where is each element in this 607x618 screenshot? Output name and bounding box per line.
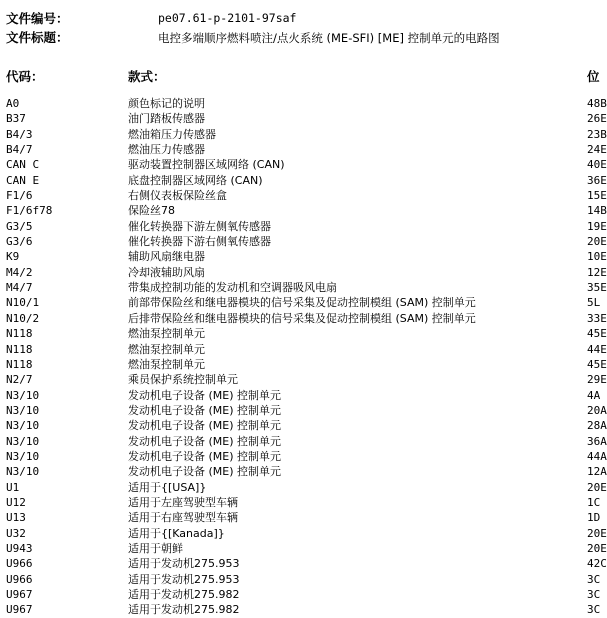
component-description: 燃油泵控制单元: [128, 357, 205, 371]
doc-title-label: 文件标题：: [6, 30, 69, 45]
table-row: [0, 480, 607, 495]
component-position: 42C: [587, 557, 607, 571]
component-position: 35E: [587, 281, 607, 295]
component-code: U1: [6, 480, 20, 494]
table-row: [0, 234, 607, 249]
component-position: 24E: [587, 143, 607, 157]
table-row: [0, 418, 607, 433]
table-row: [0, 372, 607, 387]
doc-title-row: [6, 28, 69, 46]
component-position: 20E: [587, 235, 607, 249]
component-position: 14B: [587, 204, 607, 218]
component-code: U12: [6, 495, 26, 509]
table-row: [0, 326, 607, 341]
component-code: G3/6: [6, 235, 33, 249]
component-position: 20E: [587, 526, 607, 540]
component-position: 26E: [587, 112, 607, 126]
component-code: N3/10: [6, 449, 40, 463]
component-code: N3/10: [6, 465, 40, 479]
component-position: 20E: [587, 541, 607, 555]
component-code: B4/7: [6, 143, 33, 157]
component-list: [0, 96, 607, 618]
component-description: 适用于{[Kanada]}: [128, 526, 225, 540]
component-position: 12A: [587, 465, 607, 479]
component-description: 后排带保险丝和继电器模块的信号采集及促动控制模组 (SAM) 控制单元: [128, 311, 476, 325]
table-row: [0, 295, 600, 310]
table-row: [0, 495, 600, 510]
component-code: N118: [6, 327, 33, 341]
table-row: [0, 203, 607, 218]
component-description: 适用于{[USA]}: [128, 480, 207, 494]
component-code: CAN C: [6, 158, 40, 172]
component-description: 前部带保险丝和继电器模块的信号采集及促动控制模组 (SAM) 控制单元: [128, 296, 476, 310]
component-description: 催化转换器下游左侧氧传感器: [128, 219, 271, 233]
component-code: U966: [6, 572, 33, 586]
doc-title-value: 电控多端顺序燃料喷注/点火系统 (ME-SFI) [ME] 控制单元的电路图: [158, 31, 500, 45]
doc-number-value: pe07.61-p-2101-97saf: [158, 11, 297, 25]
component-position: 48B: [587, 97, 607, 110]
component-position: 3C: [587, 572, 601, 586]
component-code: N10/1: [6, 296, 40, 310]
component-position: 28A: [587, 419, 607, 433]
component-description: 发动机电子设备 (ME) 控制单元: [128, 449, 282, 463]
component-code: B37: [6, 112, 26, 126]
component-position: 1D: [587, 511, 601, 525]
component-code: N118: [6, 342, 33, 356]
component-position: 10E: [587, 250, 607, 264]
component-description: 发动机电子设备 (ME) 控制单元: [128, 388, 282, 402]
component-code: N3/10: [6, 403, 40, 417]
component-code: M4/2: [6, 265, 33, 279]
component-description: 驱动装置控制器区域网络 (CAN): [128, 158, 285, 172]
component-description: 底盘控制器区域网络 (CAN): [128, 173, 263, 187]
component-description: 适用于发动机275.953: [128, 557, 240, 571]
table-row: [0, 311, 607, 326]
table-row: [0, 602, 600, 617]
table-row: [0, 357, 607, 372]
component-code: N3/10: [6, 419, 40, 433]
table-row: [0, 249, 607, 264]
component-position: 44E: [587, 342, 607, 356]
component-description: 保险丝78: [128, 204, 175, 218]
table-row: [0, 219, 607, 234]
table-row: [0, 111, 607, 126]
table-row: [0, 265, 607, 280]
component-code: U13: [6, 511, 26, 525]
component-description: 燃油泵控制单元: [128, 327, 205, 341]
table-row: [0, 556, 607, 571]
table-row: [0, 464, 607, 479]
table-row: [0, 403, 607, 418]
component-position: 4A: [587, 388, 601, 402]
component-description: 辅助风扇继电器: [128, 250, 205, 264]
component-position: 20A: [587, 403, 607, 417]
component-code: A0: [6, 97, 20, 110]
table-row: [0, 173, 607, 188]
table-row: [0, 434, 607, 449]
table-row: [0, 587, 600, 602]
component-position: 45E: [587, 357, 607, 371]
component-code: F1/6f78: [6, 204, 53, 218]
component-position: 15E: [587, 189, 607, 203]
component-position: 3C: [587, 588, 601, 601]
component-position: 12E: [587, 265, 607, 279]
component-description: 发动机电子设备 (ME) 控制单元: [128, 465, 282, 479]
component-description: 颜色标记的说明: [128, 97, 205, 110]
table-row: [0, 157, 607, 172]
table-row: [0, 342, 607, 357]
component-code: N10/2: [6, 311, 40, 325]
component-code: B4/3: [6, 127, 33, 141]
component-description: 适用于朝鲜: [128, 541, 183, 555]
component-code: N2/7: [6, 373, 33, 387]
doc-number-label: 文件编号：: [6, 11, 69, 26]
component-position: 36E: [587, 173, 607, 187]
component-code: N118: [6, 357, 33, 371]
component-description: 发动机电子设备 (ME) 控制单元: [128, 419, 282, 433]
component-position: 20E: [587, 480, 607, 494]
component-description: 适用于右座驾驶型车辆: [128, 511, 238, 525]
component-description: 燃油压力传感器: [128, 143, 205, 157]
table-row: [0, 388, 600, 403]
component-description: 适用于发动机275.982: [128, 603, 240, 617]
table-row: [0, 96, 607, 111]
component-position: 19E: [587, 219, 607, 233]
component-code: U32: [6, 526, 26, 540]
component-description: 适用于左座驾驶型车辆: [128, 495, 238, 509]
header-code: 代码：: [6, 69, 44, 84]
component-description: 燃油箱压力传感器: [128, 127, 216, 141]
component-code: CAN E: [6, 173, 40, 187]
component-position: 3C: [587, 603, 601, 617]
component-position: 29E: [587, 373, 607, 387]
component-code: N3/10: [6, 434, 40, 448]
doc-number-row: [6, 9, 69, 27]
component-code: U966: [6, 557, 33, 571]
table-row: [0, 541, 607, 556]
component-description: 适用于发动机275.953: [128, 572, 240, 586]
component-description: 适用于发动机275.982: [128, 588, 240, 601]
component-description: 乘员保护系统控制单元: [128, 373, 238, 387]
table-row: [0, 526, 607, 541]
component-code: U967: [6, 588, 33, 601]
header-description: 款式：: [128, 69, 166, 84]
component-description: 发动机电子设备 (ME) 控制单元: [128, 434, 282, 448]
table-row: [0, 510, 600, 525]
component-code: F1/6: [6, 189, 33, 203]
component-code: U943: [6, 541, 33, 555]
component-position: 45E: [587, 327, 607, 341]
component-position: 36A: [587, 434, 607, 448]
component-description: 冷却液辅助风扇: [128, 265, 205, 279]
component-code: M4/7: [6, 281, 33, 295]
component-description: 催化转换器下游右侧氧传感器: [128, 235, 271, 249]
table-row: [0, 142, 607, 157]
table-row: [0, 280, 607, 295]
component-description: 发动机电子设备 (ME) 控制单元: [128, 403, 282, 417]
component-description: 右侧仪表板保险丝盒: [128, 189, 227, 203]
component-position: 5L: [587, 296, 601, 310]
component-code: N3/10: [6, 388, 40, 402]
component-position: 33E: [587, 311, 607, 325]
table-row: [0, 188, 607, 203]
component-position: 44A: [587, 449, 607, 463]
component-code: G3/5: [6, 219, 33, 233]
component-position: 23B: [587, 127, 607, 141]
component-code: U967: [6, 603, 33, 617]
header-position: 位: [587, 69, 600, 84]
component-description: 油门踏板传感器: [128, 112, 205, 126]
component-position: 40E: [587, 158, 607, 172]
component-description: 燃油泵控制单元: [128, 342, 205, 356]
table-row: [0, 127, 607, 142]
component-position: 1C: [587, 495, 601, 509]
component-description: 带集成控制功能的发动机和空调器吸风电扇: [128, 281, 337, 295]
component-code: K9: [6, 250, 20, 264]
table-row: [0, 449, 607, 464]
table-row: [0, 572, 600, 587]
